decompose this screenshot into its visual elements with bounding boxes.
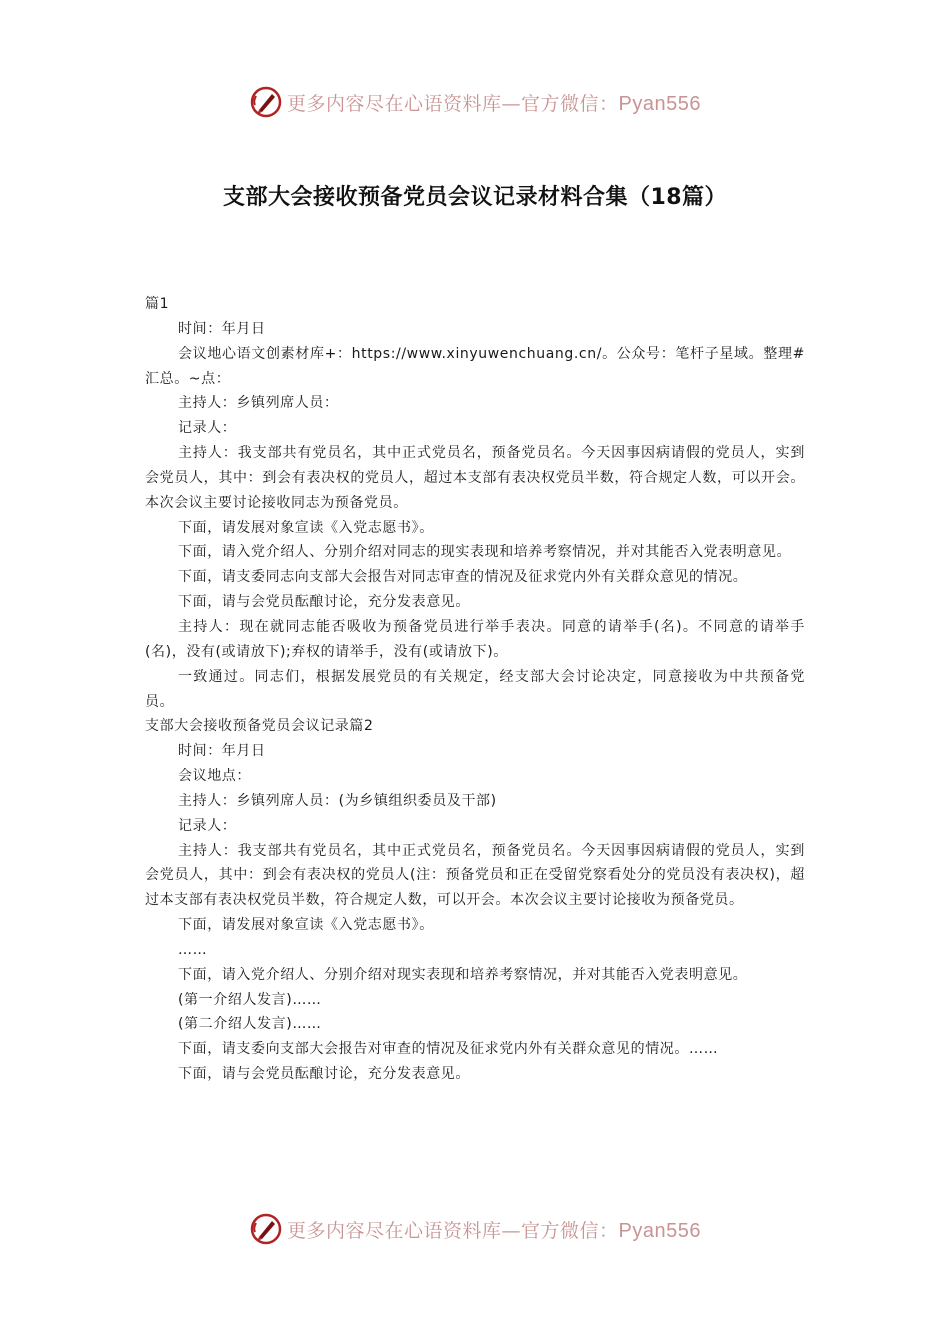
paragraph: …… [178,941,208,958]
paragraph: 一致通过。同志们，根据发展党员的有关规定，经支部大会讨论决定，同意接收为中共预备党员。 [145,668,805,710]
paragraph: 时间：年月日 [178,320,266,337]
paragraph: 下面，请支委向支部大会报告对审查的情况及征求党内外有关群众意见的情况。…… [178,1041,719,1058]
paragraph: 主持人：我支部共有党员名，其中正式党员名，预备党员名。今天因事因病请假的党员人，实到会党员人，其中：到会有表决权的党员人，超过本支部有表决权党员半数，符合规定人数，可以开会。本次会议主要讨论接收同志为预备党员。 [145,445,805,511]
pen-logo-icon [249,85,283,119]
banner-text: 更多内容尽在心语资料库—官方微信：Pyan556 [287,92,701,115]
section-heading: 支部大会接收预备党员会议记录篇2 [145,718,374,735]
paragraph: 下面，请与会党员酝酿讨论，充分发表意见。 [178,594,470,611]
paragraph: 下面，请入党介绍人、分别介绍对现实表现和培养考察情况，并对其能否入党表明意见。 [178,966,748,983]
paragraph: (第二介绍人发言)…… [178,1016,322,1033]
paragraph: 主持人：我支部共有党员名，其中正式党员名，预备党员名。今天因事因病请假的党员人，实到会党员人，其中：到会有表决权的党员人(注：预备党员和正在受留党察看处分的党员没有表决权)，超过本支部有表决权党员半数，符合规定人数，可以开会。本次会议主要讨论接收为预备党员。 [145,842,805,909]
paragraph: 会议地心语文创素材库+：https://www.xinyuwenchuang.cn/。公众号：笔杆子星域。整理#汇总。~点： [145,345,805,387]
paragraph: 下面，请入党介绍人、分别介绍对同志的现实表现和培养考察情况，并对其能否入党表明意见。 [178,544,792,561]
footer-banner [0,1209,950,1249]
paragraph: 下面，请支委同志向支部大会报告对同志审查的情况及征求党内外有关群众意见的情况。 [178,569,748,586]
paragraph: (第一介绍人发言)…… [178,991,322,1008]
paragraph: 下面，请发展对象宣读《入党志愿书》。 [178,917,434,934]
paragraph: 记录人： [178,817,237,834]
paragraph: 主持人：现在就同志能否吸收为预备党员进行举手表决。同意的请举手(名)。不同意的请举手(名)，没有(或请放下);弃权的请举手，没有(或请放下)。 [145,618,805,660]
paragraph: 下面，请发展对象宣读《入党志愿书》。 [178,519,434,536]
section-heading: 篇1 [145,296,170,312]
header-banner [0,82,950,122]
paragraph: 时间：年月日 [178,743,266,760]
paragraph: 主持人：乡镇列席人员：(为乡镇组织委员及干部) [178,792,497,809]
paragraph: 下面，请与会党员酝酿讨论，充分发表意见。 [178,1066,470,1083]
pen-logo-icon [249,1212,283,1246]
document-body [145,292,805,1087]
paragraph: 主持人：乡镇列席人员： [178,395,339,412]
page-title: 支部大会接收预备党员会议记录材料合集（18篇） [222,185,728,210]
paragraph: 记录人： [178,420,237,437]
banner-text: 更多内容尽在心语资料库—官方微信：Pyan556 [287,1219,701,1242]
paragraph: 会议地点： [178,768,251,785]
